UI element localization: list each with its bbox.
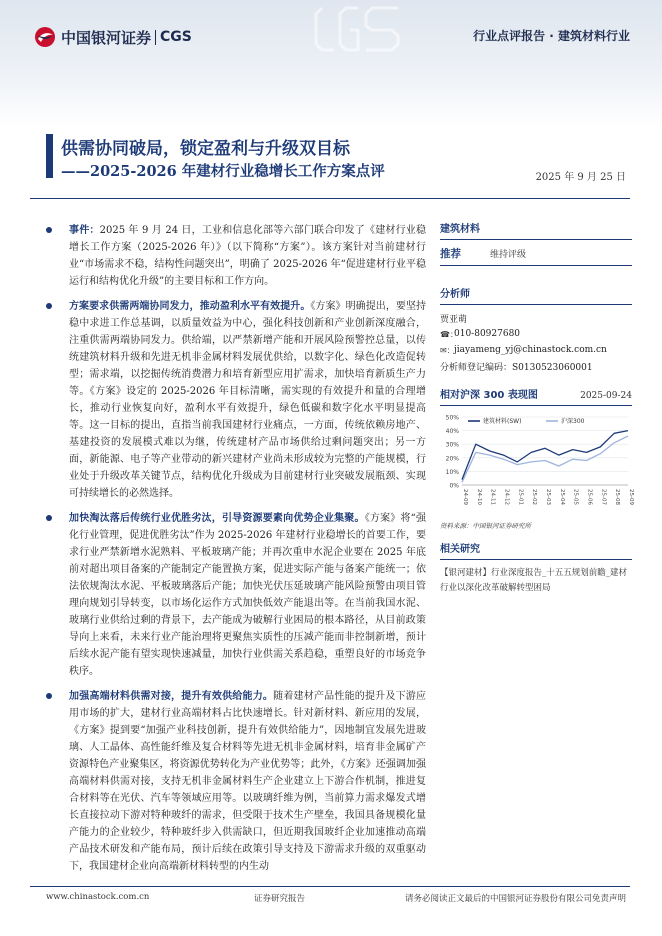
- paragraph-text: 《方案》明确提出，要坚持稳中求进工作总基调，以质量效益为中心，强化科技创新和产业创新深度融合，注重供需两端协同发力。供给端，以严禁新增产能和开展风险预警控总量，以传统建筑材料升级和先进无机非金属材料发展优供给，以数字化、绿色化改造促转型；需求端，以挖掘传统消费潜力和培育新型应用扩需求，加快培育新质生产力等。《方案》设定的 2025-2026 年目标清晰，需实现的有效提升和量的合理增长，推动行业恢复向好，盈利水平有效提升，绿色低碳和数字化水平明显提高等。这一目标的提出，直指当前我国建材行业痛点，一方面，传统依赖房地产、基建投资的发展模式难以为继，传统建材产品市场供给过剩问题突出；另一方面，新能源、电子等产业带动的新兴建材产业尚未形成较为完整的产能规模，行业处于升级改革关键节点，结构优化升级成为目前建材行业突破发展瓶颈、实现可持续增长的必然选择。: [69, 301, 427, 499]
- x-tick-label: 25-09: [628, 489, 634, 505]
- rating-value: 维持评级: [490, 249, 527, 260]
- x-tick-label: 25-02: [531, 489, 538, 505]
- paragraph-text: 《方案》将“强化行业管理，促进优胜劣汰”作为 2025-2026 年建材行业稳增长的首要工作，要求行业严禁新增水泥熟料、平板玻璃产能；并再次重申水泥企业要在 2025 年底前对超出项目备案的产能制定产能置换方案，促进实际产能与备案产能统一；依法依规淘汰水泥、平板玻璃落后产能；加快光伏压延玻璃产能风险预警由项目管理向规划引导转变，以市场化运作方式加快低效产能退出等。在当前我国水泥、玻璃行业供给过剩的背景下，去产能成为破解行业困局的根本路径，从目前政策导向上来看，未来行业产能治理将更聚焦实质性的压减产能而非控制新增，预计后续水泥产能有望实现快速减量，加快行业供需关系趋稳，重塑良好的市场竞争秩序。: [69, 513, 426, 677]
- paragraph-lead: 事件：: [69, 225, 100, 236]
- related-label: 相关研究: [440, 544, 480, 555]
- y-tick-label: 30%: [445, 441, 459, 449]
- paragraph-capacity: [46, 510, 426, 680]
- x-tick-label: 24-11: [489, 489, 496, 505]
- paragraph-high-end: [46, 688, 426, 875]
- footer-website[interactable]: www.chinastock.com.cn: [46, 892, 150, 902]
- report-date: 2025 年 9 月 25 日: [535, 172, 626, 183]
- title-accent-bar: [46, 134, 53, 178]
- analyst-name: 贾亚萌: [440, 314, 468, 325]
- chart-header: [440, 386, 632, 401]
- footer-center: 证券研究报告: [254, 894, 306, 904]
- rating-label: 推荐: [440, 247, 461, 260]
- sidebar-divider: [440, 265, 632, 266]
- sidebar-divider: [440, 559, 632, 560]
- analyst-label: 分析师: [440, 289, 470, 300]
- x-tick-label: 24-12: [503, 489, 510, 505]
- rating-row: [440, 245, 632, 261]
- sidebar-divider: [440, 405, 632, 406]
- industry-label: 建筑材料: [440, 224, 480, 235]
- x-tick-label: 25-03: [545, 489, 551, 505]
- bullet-icon: [46, 693, 52, 699]
- analyst-phone: ☎： 010-80927680: [440, 329, 521, 339]
- main-content: [46, 222, 426, 883]
- sidebar-divider: [440, 239, 632, 240]
- chart-date: 2025-09-24: [580, 391, 632, 401]
- company-logo: [34, 26, 192, 48]
- logo-separator: [155, 30, 156, 45]
- series-line: [462, 436, 628, 482]
- y-tick-label: 20%: [445, 455, 459, 463]
- y-tick-label: 10%: [445, 468, 459, 476]
- report-subtitle: ——2025-2026 年建材行业稳增长工作方案点评: [61, 163, 385, 180]
- footer-divider: [30, 886, 630, 887]
- paragraph-lead: 方案要求供需两端协同发力，推动盈利水平有效提升。: [69, 301, 311, 312]
- y-tick-label: 40%: [445, 428, 459, 436]
- title-divider: [30, 198, 630, 199]
- phone-icon: ☎：: [440, 329, 458, 339]
- legend-label: 沪深300: [561, 418, 585, 426]
- mail-icon: ✉：: [440, 345, 455, 355]
- bullet-icon: [46, 227, 52, 233]
- x-tick-label: 24-10: [475, 489, 482, 505]
- page-header: [0, 0, 662, 128]
- paragraph-text: 随着建材产品性能的提升及下游应用市场的扩大，建材行业高端材料占比快速增长。针对新材料、新应用的发展，《方案》提到要“加强产业科技创新，提升有效供给能力”，因地制宜发展先进玻璃、人工晶体、高性能纤维及复合材料等先进无机非金属材料，培育非金属矿产资源特色产业聚集区，将资源优势转化为产业优势等；此外，《方案》还强调加强高端材料供需对接，支持无机非金属材料生产企业建立上下游合作机制，推进复合材料等在光伏、汽车等领域应用等。以玻璃纤维为例，当前算力需求爆发式增长直接拉动下游对特种玻纤的需求，但受限于技术生产壁垒，我国具备规模化量产能力的企业较少，特种玻纤步入供需缺口，但近期我国玻纤企业加速推动高端产品技术研发和产能布局，预计后续在政策引导支持及下游需求升级的双重驱动下，我国建材企业向高端新材料转型的内生动: [69, 691, 427, 872]
- paragraph-supply-demand: [46, 298, 426, 502]
- x-tick-label: 25-05: [572, 489, 579, 505]
- analyst-cert: 分析师登记编码：S0130523060001: [440, 362, 593, 373]
- related-report-link[interactable]: 【银河建材】行业深度报告_十五五规划前瞻_建材行业以深化改革破解转型困局: [440, 568, 628, 593]
- paragraph-lead: 加快淘汰落后传统行业优胜劣汰，引导资源要素向优势企业集聚。: [69, 513, 365, 524]
- paragraph-text: 2025 年 9 月 24 日，工业和信息化部等六部门联合印发了《建材行业稳增长工作方案（2025-2026 年）》（以下简称“方案”）。该方案针对当前建材行业“市场需求不稳，结构性问题突出”，明确了 2025-2026 年“促进建材行业平稳运行和结构优化升级”的主要目标和工作方向。: [69, 225, 427, 287]
- chart-source: 资料来源：中国银河证券研究所: [440, 522, 531, 530]
- y-tick-label: 0%: [449, 482, 459, 490]
- x-tick-label: 25-08: [614, 489, 621, 505]
- bullet-icon: [46, 515, 52, 521]
- report-title: 供需协同破局，锁定盈利与升级双目标: [61, 139, 350, 159]
- sidebar-divider: [440, 304, 632, 305]
- x-tick-label: 25-01: [517, 489, 524, 505]
- bullet-icon: [46, 303, 52, 309]
- report-type: 行业点评报告 · 建筑材料行业: [473, 29, 630, 43]
- sidebar: [440, 220, 632, 596]
- x-tick-label: 25-07: [600, 489, 607, 505]
- galaxy-logo-icon: [34, 26, 56, 48]
- x-tick-label: 25-06: [586, 489, 593, 505]
- legend-label: 建筑材料(SW): [483, 418, 522, 426]
- analyst-email[interactable]: ✉： jiayameng_yj@chinastock.com.cn: [440, 345, 607, 355]
- logo-cgs: CGS: [160, 29, 192, 45]
- watermark-logo-icon: [300, 0, 420, 70]
- performance-chart: [440, 411, 632, 516]
- x-tick-label: 25-04: [558, 489, 565, 505]
- logo-text: 中国银河证券: [61, 28, 152, 47]
- paragraph-event: [46, 222, 426, 290]
- chart-title: 相对沪深 300 表现图: [440, 390, 538, 401]
- paragraph-lead: 加强高端材料供需对接，提升有效供给能力。: [69, 691, 274, 702]
- footer-disclaimer: 请务必阅读正文最后的中国银河证券股份有限公司免责声明: [404, 894, 626, 904]
- x-tick-label: 24-09: [462, 489, 468, 505]
- y-tick-label: 50%: [445, 414, 459, 422]
